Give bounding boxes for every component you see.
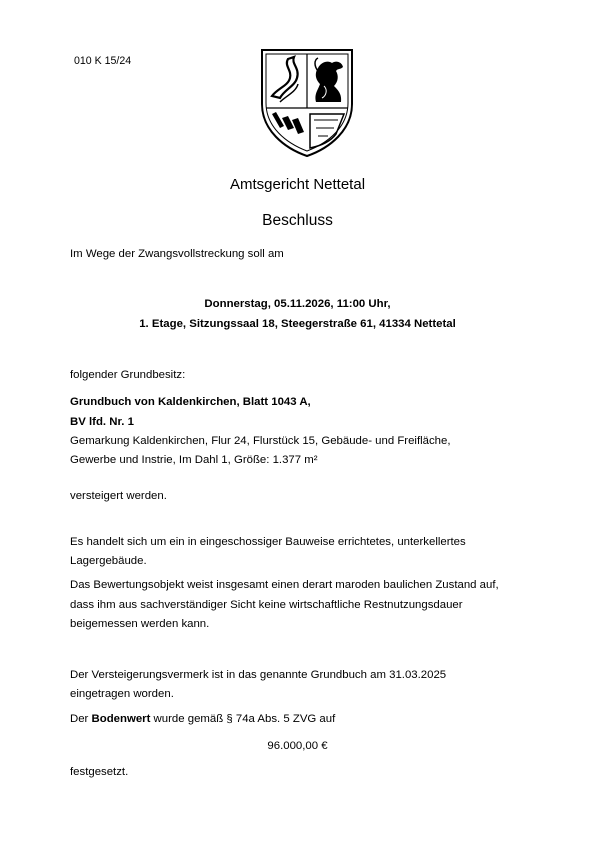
registration-note: Der Versteigerungsvermerk ist in das genannte Grundbuch am 31.03.2025 [70, 669, 447, 681]
land-value-amount: 96.000,00 € [267, 740, 328, 752]
intro-text: Im Wege der Zwangsvollstreckung soll am [70, 248, 284, 260]
condition-description: Das Bewertungsobjekt weist insgesamt einen derart maroden baulichen Zustand auf, [70, 579, 499, 591]
appointment-location: 1. Etage, Sitzungssaal 18, Steegerstraße 61, 41334 Nettetal [139, 318, 456, 330]
appointment-datetime: Donnerstag, 05.11.2026, 11:00 Uhr, [204, 298, 391, 310]
property-item-number: BV lfd. Nr. 1 [70, 416, 134, 428]
building-description: Es handelt sich um ein in eingeschossiger Bauweise errichtetes, unterkellertes [70, 536, 466, 548]
property-description: Gemarkung Kaldenkirchen, Flur 24, Flurstück 15, Gebäude- und Freifläche, [70, 435, 451, 447]
land-value-statement [70, 710, 335, 729]
building-description: Lagergebäude. [70, 555, 147, 567]
court-name: Amtsgericht Nettetal [229, 176, 366, 193]
condition-description: beigemessen werden kann. [70, 618, 210, 630]
closing-text: festgesetzt. [70, 766, 129, 778]
file-number: 010 K 15/24 [74, 55, 132, 67]
document-title: Beschluss [262, 212, 333, 229]
coat-of-arms-logo [258, 46, 356, 158]
land-value-term: Bodenwert [91, 713, 151, 725]
auction-statement: versteigert werden. [70, 490, 167, 502]
condition-description: dass ihm aus sachverständiger Sicht keine wirtschaftliche Restnutzungsdauer [70, 599, 463, 611]
registration-note: eingetragen worden. [70, 688, 174, 700]
property-intro: folgender Grundbesitz: [70, 369, 186, 381]
property-description: Gewerbe und Instrie, Im Dahl 1, Größe: 1.377 m² [70, 454, 318, 466]
land-value-prefix: Der [70, 713, 92, 725]
land-register-entry: Grundbuch von Kaldenkirchen, Blatt 1043 A, [70, 396, 311, 408]
land-value-suffix: wurde gemäß § 74a Abs. 5 ZVG auf [150, 713, 336, 725]
